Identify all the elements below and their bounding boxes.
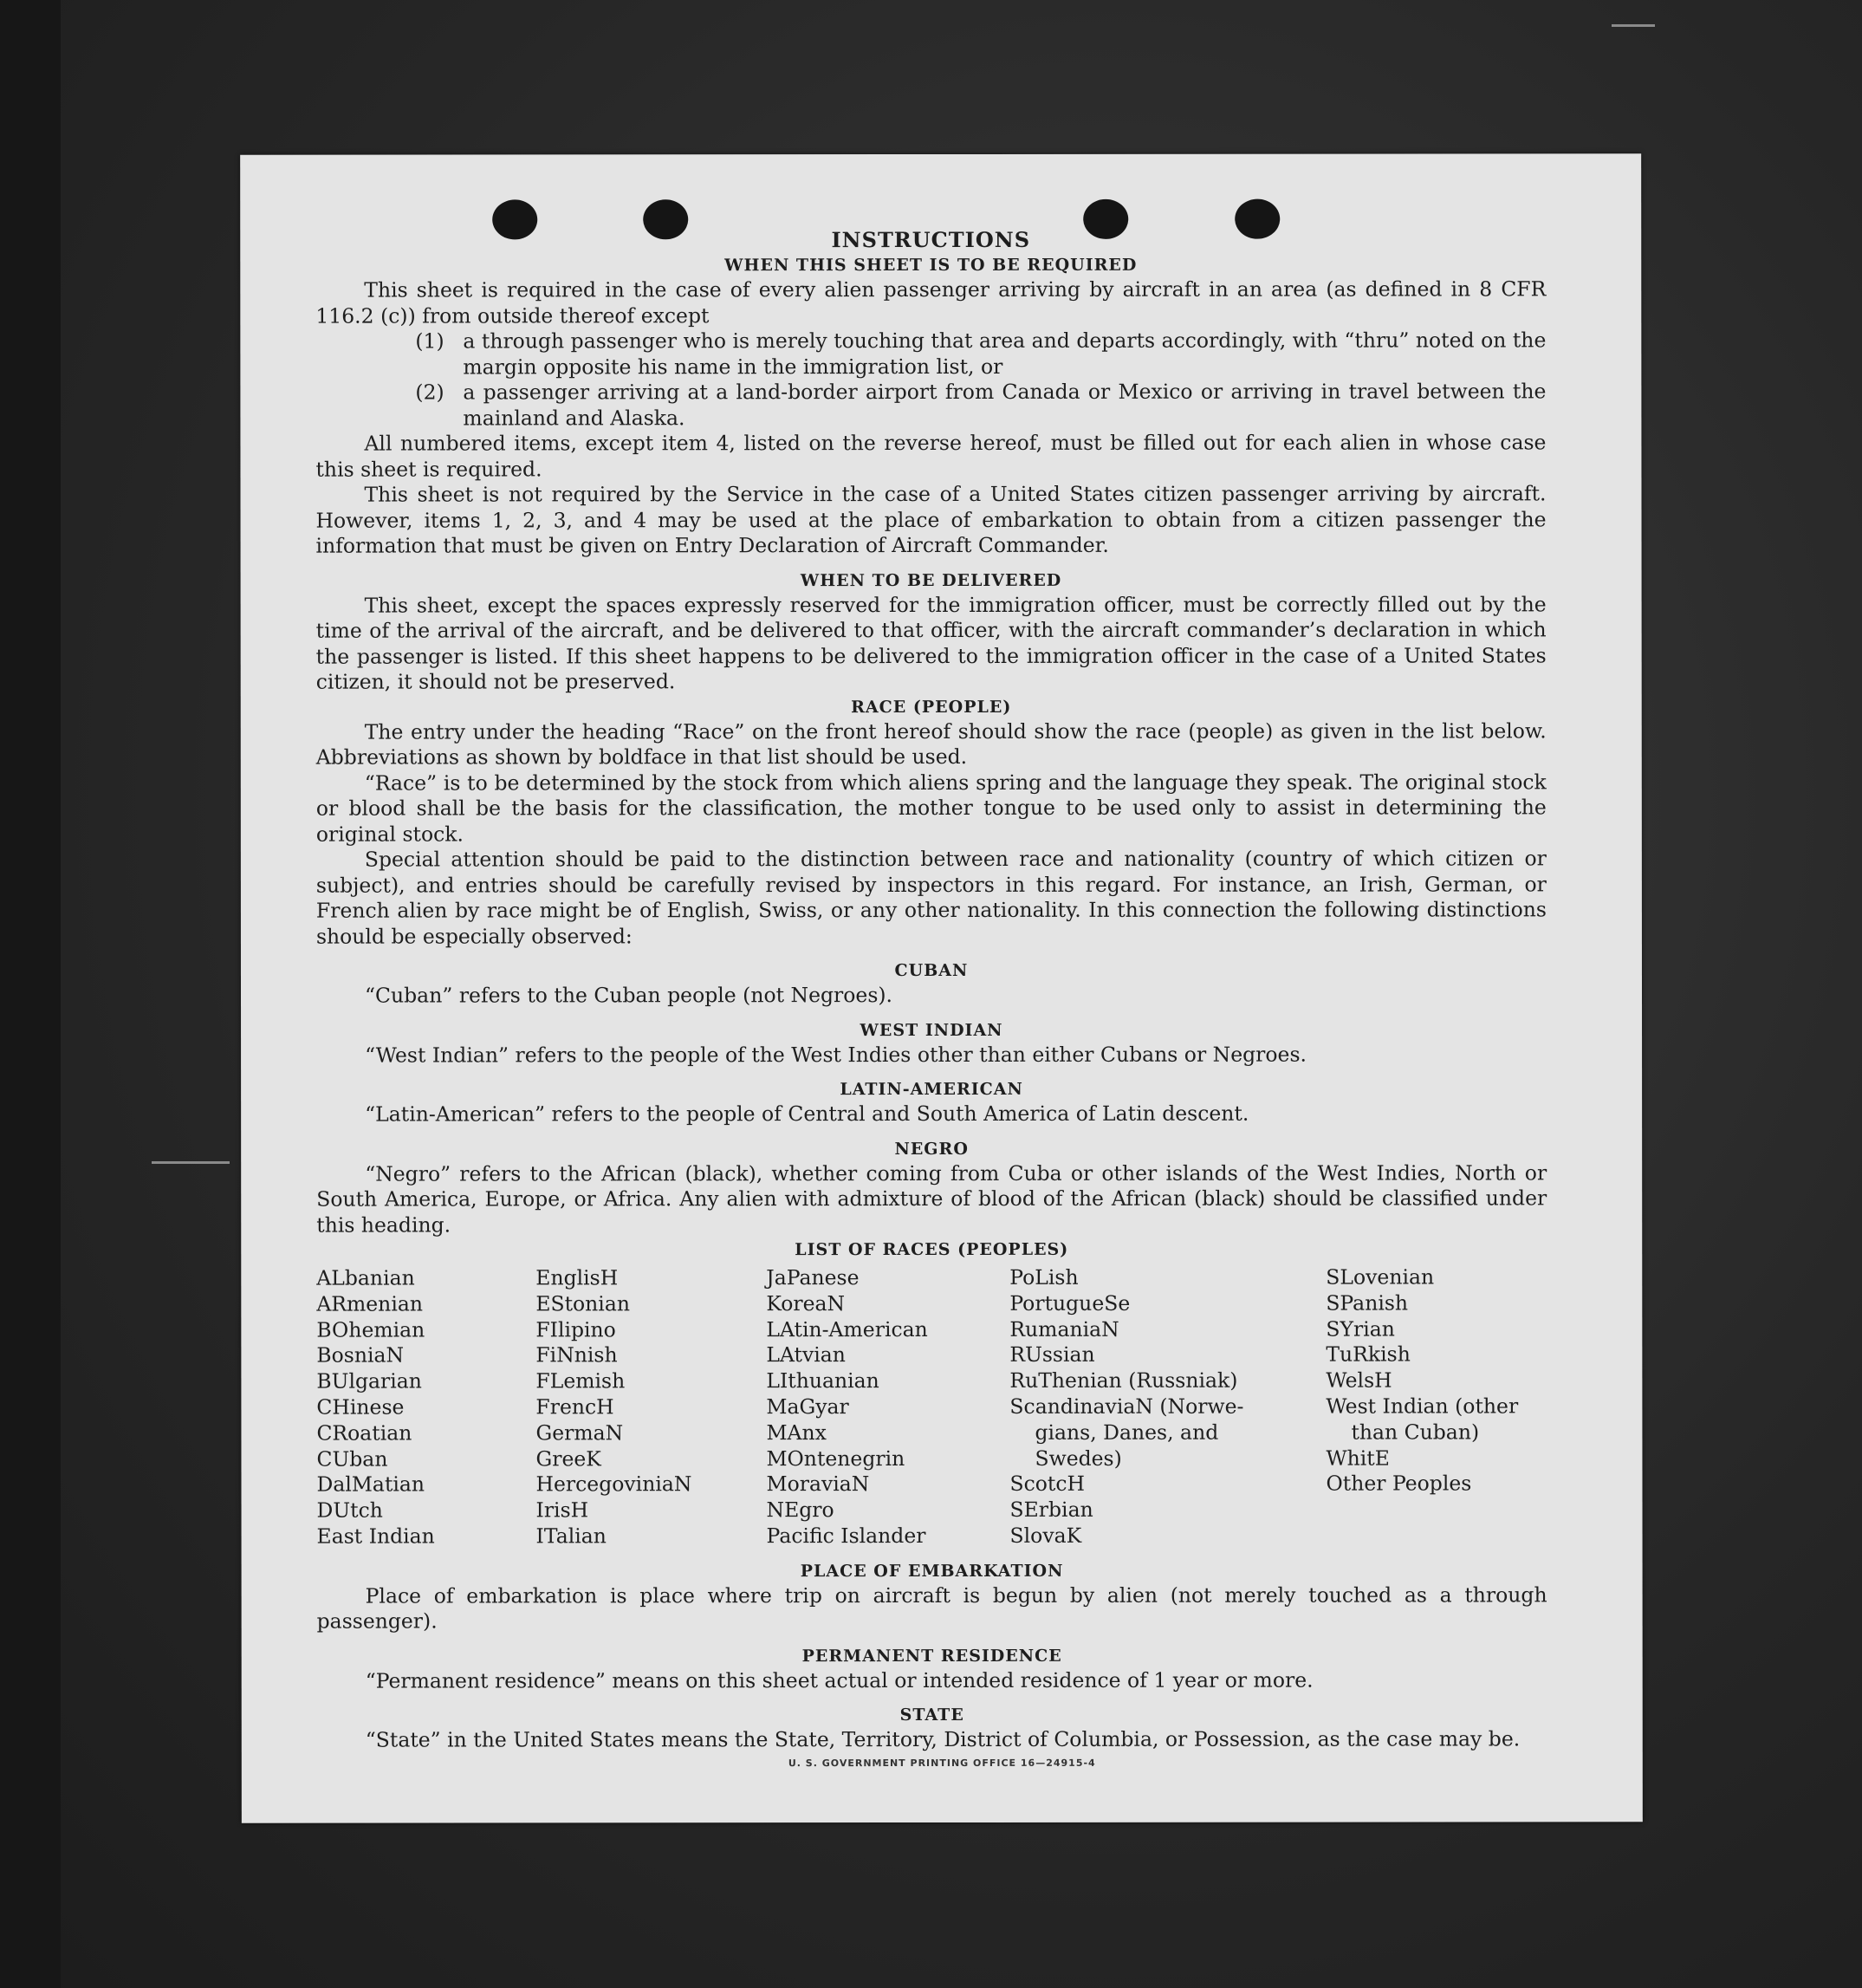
race-entry: RumaniaN [1009,1316,1119,1342]
race-entry: ALbanian [316,1265,415,1290]
races-column [1009,1265,1326,1549]
paragraph: “West Indian” refers to the people of the West Indies other than either Cubans or Negroes. [365,1042,1307,1068]
race-entry: PoLish [1009,1264,1079,1290]
race-entry: CRoatian [316,1420,412,1446]
race-entry: LAtin-American [766,1316,928,1342]
race-entry: WhitE [1326,1446,1390,1471]
item-number: (2) [415,380,444,405]
race-entry: PortugueSe [1009,1290,1131,1316]
races-column [766,1265,1009,1549]
race-entry: SPanish [1326,1290,1409,1316]
heading-negro: NEGRO [894,1139,969,1159]
race-entry: FIlipino [535,1316,616,1342]
item-text: a passenger arriving at a land-border airport from Canada or Mexico or arriving in travel between the mainland and Alaska. [463,379,1547,430]
race-entry: MoraviaN [766,1472,870,1497]
instruction-sheet [240,153,1643,1822]
paragraph: This sheet, except the spaces expressly reserved for the immigration officer, must be correctly filled out by the time of the arrival of the aircraft, and be delivered to that officer, with the aircraft commander’s declaration in which the passenger is listed. If this sheet happens to be delivered to the immigration officer in the case of a United States citizen, it should not be preserved. [315,591,1547,694]
race-entry: JaPanese [766,1265,860,1290]
race-entry: Other Peoples [1326,1471,1472,1496]
item-number: (1) [415,328,444,354]
scratch-mark [1612,24,1655,27]
heading-permanent-residence: PERMANENT RESIDENCE [801,1646,1062,1666]
race-entry: RUssian [1009,1342,1095,1368]
heading-list-of-races: LIST OF RACES (PEOPLES) [795,1239,1069,1260]
races-column [1326,1264,1547,1549]
paragraph: This sheet is required in the case of every alien passenger arriving by aircraft in an area (as defined in 8 CFR 116.2 (c)) from outside thereof except [315,276,1547,328]
race-entry: MAnx [766,1420,827,1445]
paragraph: “Negro” refers to the African (black), whether coming from Cuba or other islands of the West Indies, North or South America, Europe, or Africa. Any alien with admixture of blood of the African (black) should be classified under this heading. [316,1160,1547,1238]
race-entry: CHinese [316,1394,405,1420]
race-entry: TuRkish [1326,1342,1411,1368]
race-entry: SYrian [1326,1316,1395,1342]
heading-when-required: WHEN THIS SHEET IS TO BE REQUIRED [724,255,1138,276]
paragraph: “Permanent residence” means on this sheet actual or intended residence of 1 year or more. [365,1667,1314,1693]
race-entry: SlovaK [1009,1523,1082,1548]
race-entry: DUtch [316,1497,383,1523]
scratch-mark [152,1161,230,1164]
printer-imprint: U. S. GOVERNMENT PRINTING OFFICE 16—24915-4 [788,1757,1096,1770]
heading-when-delivered: WHEN TO BE DELIVERED [800,570,1062,590]
race-entry: MaGyar [766,1394,849,1420]
race-entry: DalMatian [316,1472,425,1497]
race-entry: than Cuban) [1351,1420,1480,1445]
race-entry: Swedes) [1035,1446,1122,1471]
paragraph: “Race” is to be determined by the stock from which aliens spring and the language they speak. The original stock or blood shall be the basis for the classification, the mother tongue to be used only to assist in determining the original stock. [315,769,1547,847]
race-entry: West Indian (other [1326,1394,1519,1419]
race-entry: ScotcH [1009,1472,1086,1497]
page-title: INSTRUCTIONS [831,226,1031,253]
race-entry: NEgro [766,1497,834,1523]
race-entry: LIthuanian [766,1368,879,1394]
race-entry: BOhemian [316,1317,425,1342]
race-entry: Pacific Islander [766,1523,926,1549]
race-entry: ARmenian [316,1291,423,1316]
scan-edge [0,0,61,1988]
heading-state: STATE [899,1705,964,1725]
race-entry: SErbian [1009,1497,1093,1523]
race-entry: EnglisH [535,1265,619,1290]
races-list [316,1264,1547,1549]
race-entry: gians, Danes, and [1035,1420,1219,1445]
heading-west-indian: WEST INDIAN [860,1020,1003,1040]
races-column [316,1265,535,1549]
heading-place-of-embarkation: PLACE OF EMBARKATION [800,1561,1064,1581]
paragraph: All numbered items, except item 4, listed on the reverse hereof, must be filled out for each alien in whose case this sheet is required. [315,430,1547,482]
race-entry: East Indian [316,1523,435,1549]
race-entry: FrencH [535,1394,614,1420]
paragraph: “Cuban” refers to the Cuban people (not Negroes). [364,983,893,1008]
race-entry: RuThenian (Russniak) [1009,1368,1238,1394]
paragraph: Special attention should be paid to the distinction between race and nationality (country of which citizen or subject), and entries should be carefully revised by inspectors in this regard. For instance, an Irish, German, or French alien by race might be of English, Swiss, or any other nationality. In this connection the following distinctions should be especially observed: [315,846,1547,949]
races-column [535,1265,766,1549]
race-entry: LAtvian [766,1342,846,1368]
race-entry: GermaN [535,1420,624,1446]
list-item [415,328,1546,380]
paragraph: This sheet is not required by the Service in the case of a United States citizen passenger arriving by aircraft. However, items 1, 2, 3, and 4 may be used at the place of embarkation to obtain from a citizen passenger the information that must be given on Entry Declaration of Aircraft Commander. [315,481,1547,558]
race-entry: SLovenian [1326,1264,1435,1290]
heading-latin-american: LATIN-AMERICAN [840,1079,1023,1100]
list-item [415,379,1546,431]
race-entry: GreeK [535,1446,601,1471]
race-entry: IrisH [535,1497,589,1523]
race-entry: WelsH [1326,1368,1392,1393]
race-entry: BUlgarian [316,1368,422,1394]
race-entry: KoreaN [766,1290,846,1316]
heading-race: RACE (PEOPLE) [851,697,1012,717]
race-entry: MOntenegrin [766,1446,905,1471]
race-entry: ScandinaviaN (Norwe- [1009,1394,1244,1419]
race-entry: EStonian [535,1291,630,1316]
item-text: a through passenger who is merely touching that area and departs accordingly, with “thru” noted on the margin opposite his name in the immigration list, or [463,328,1547,379]
paragraph: “State” in the United States means the State, Territory, District of Columbia, or Possession, as the case may be. [365,1726,1521,1752]
race-entry: BosniaN [316,1342,405,1368]
paragraph: “Latin-American” refers to the people of Central and South America of Latin descent. [365,1101,1249,1127]
paragraph: The entry under the heading “Race” on the front hereof should show the race (people) as given in the list below. Abbreviations as shown by boldface in that list should be used. [315,718,1547,770]
race-entry: HercegoviniaN [535,1472,692,1497]
sheet-content [315,226,1547,1753]
race-entry: FLemish [535,1368,626,1394]
race-entry: ITalian [535,1523,607,1549]
race-entry: CUban [316,1446,388,1472]
heading-cuban: CUBAN [894,960,969,981]
race-entry: FiNnish [535,1342,618,1368]
paragraph: Place of embarkation is place where trip on aircraft is begun by alien (not merely touched as a through passenger). [316,1582,1547,1634]
